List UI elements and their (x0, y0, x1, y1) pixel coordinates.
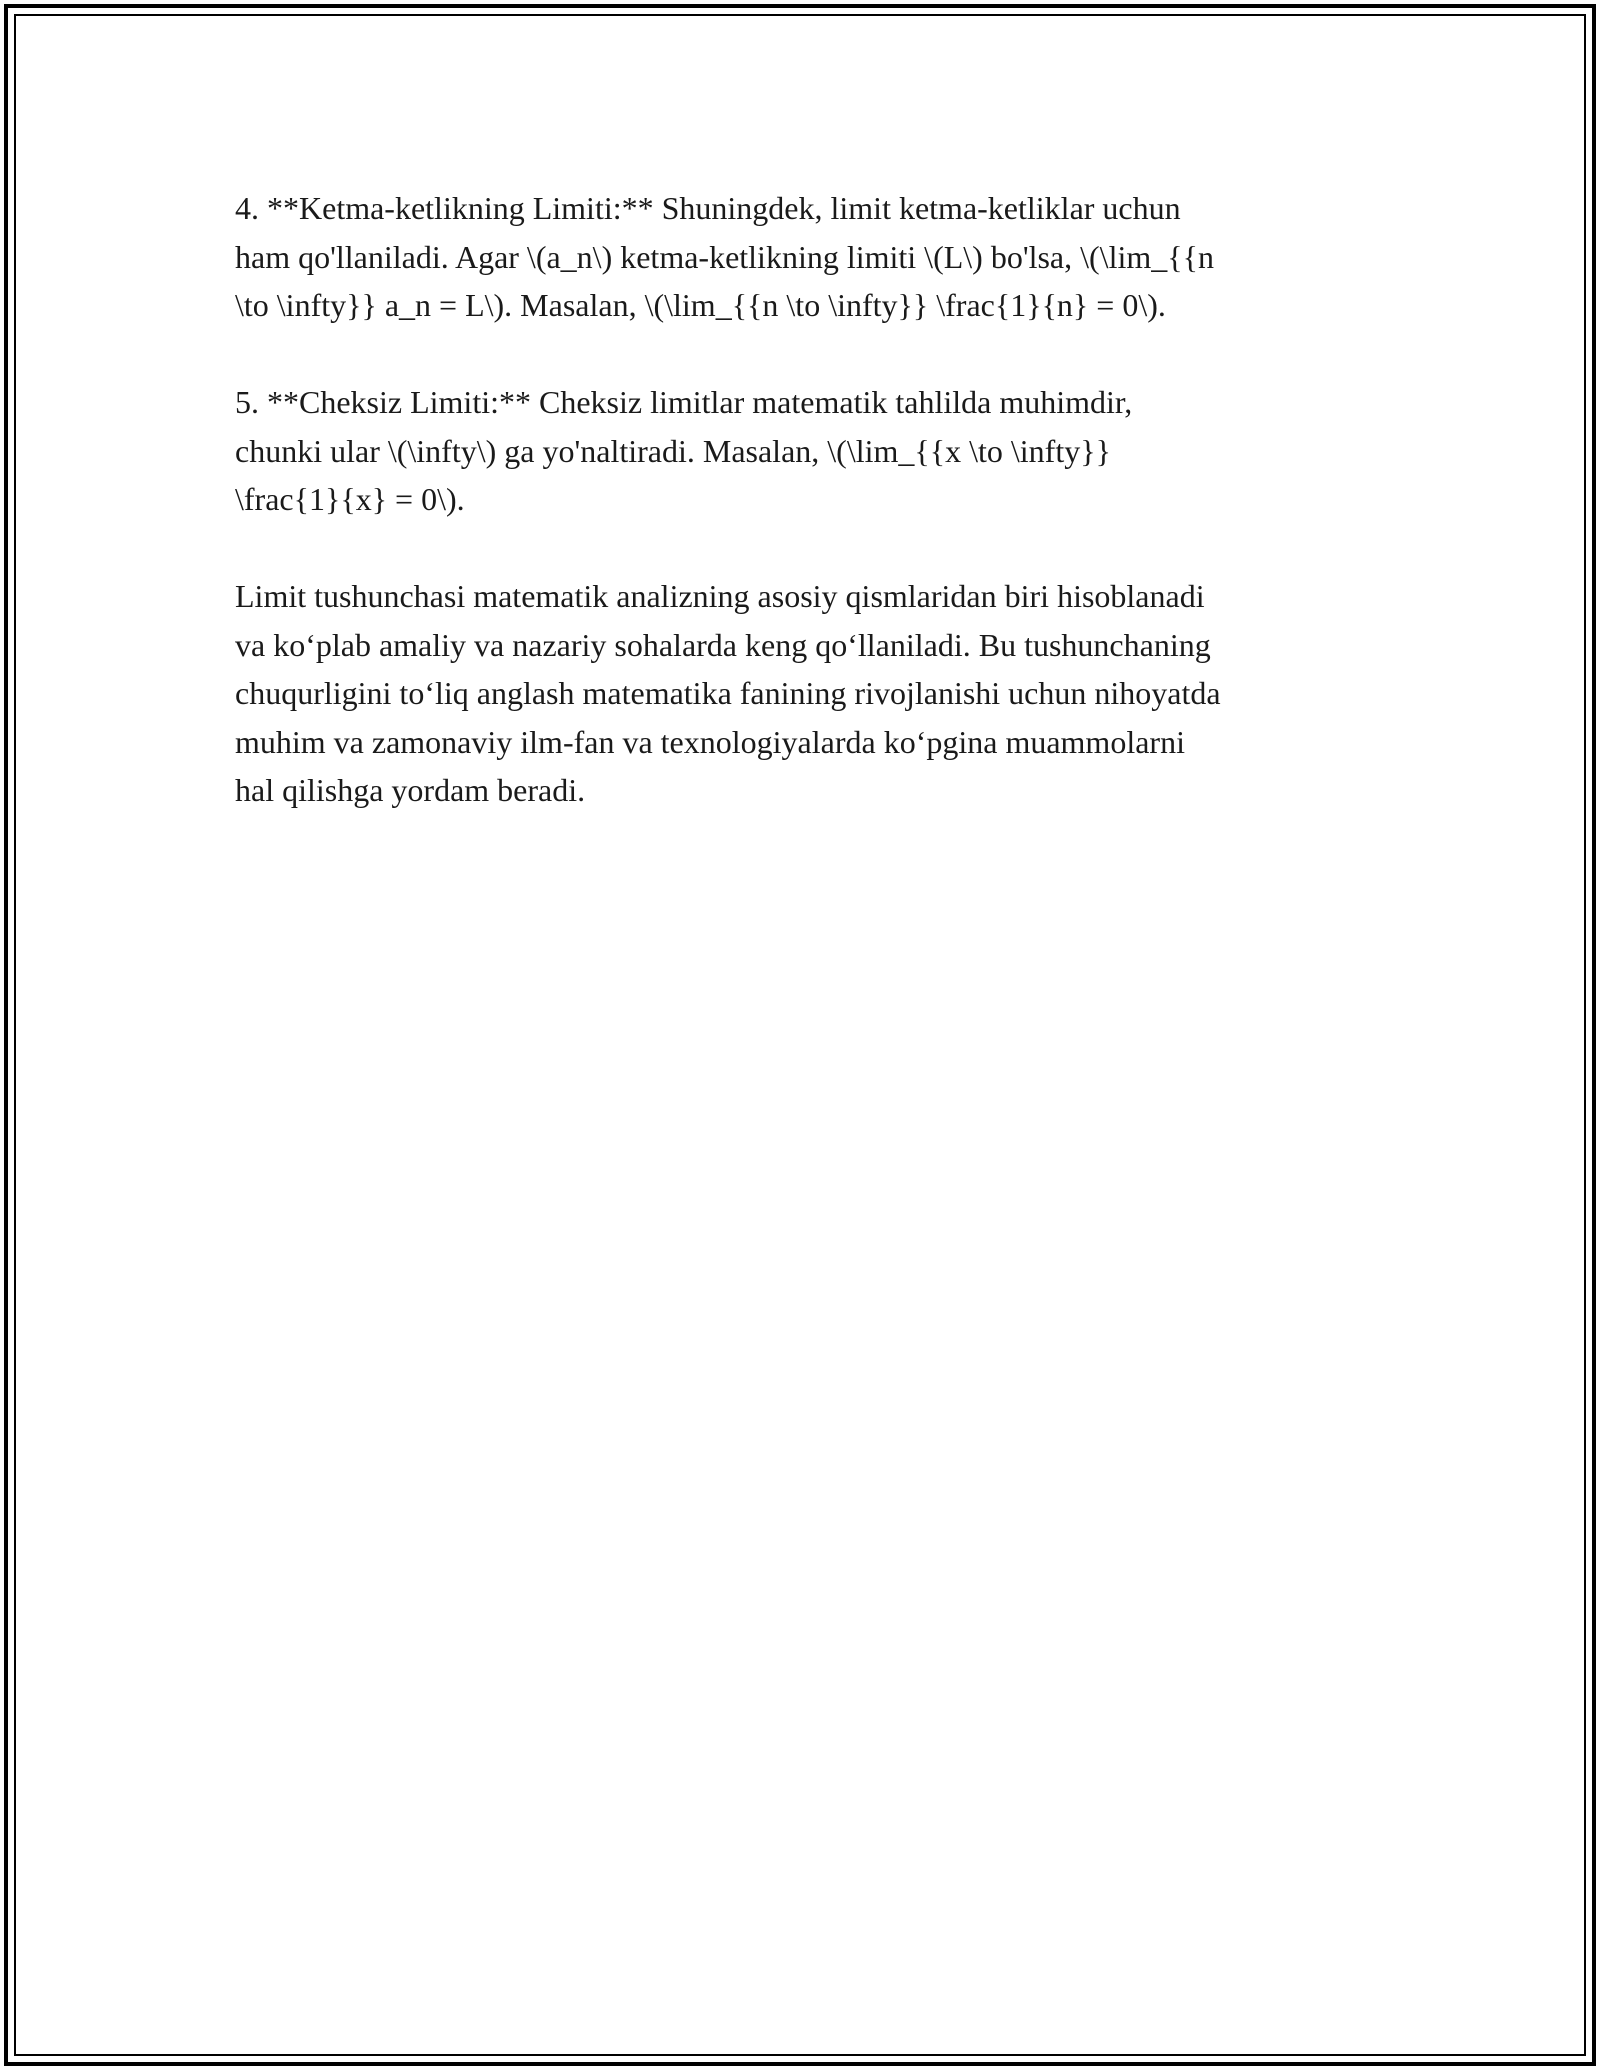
paragraph-infinite-limit: 5. **Cheksiz Limiti:** Cheksiz limitlar matematik tahlilda muhimdir, chunki ular \(\infty\) ga yo'naltiradi. Masalan, \(\lim_{{x \to \infty}} \frac{1}{x} = 0\). (235, 384, 1133, 517)
paragraph-conclusion: Limit tushunchasi matematik analizning asosiy qismlaridan biri hisoblanadi va ko‘plab amaliy va nazariy sohalarda keng qo‘llaniladi. Bu tushunchaning chuqurligini to‘liq anglash matematika fanining rivojlanishi uchun nihoyatda muhim va zamonaviy ilm-fan va texnologiyalarda ko‘pgina muammolarni hal qilishga yordam beradi. (235, 578, 1221, 808)
paragraph-sequence-limit: 4. **Ketma-ketlikning Limiti:** Shuningdek, limit ketma-ketliklar uchun ham qo'llaniladi. Agar \(a_n\) ketma-ketlikning limiti \(L\) bo'lsa, \(\lim_{{n \to \infty}} a_n = L\). Masalan, \(\lim_{{n \to \infty}} \frac{1}{n} = 0\). (235, 190, 1214, 323)
document-body (235, 184, 1375, 863)
